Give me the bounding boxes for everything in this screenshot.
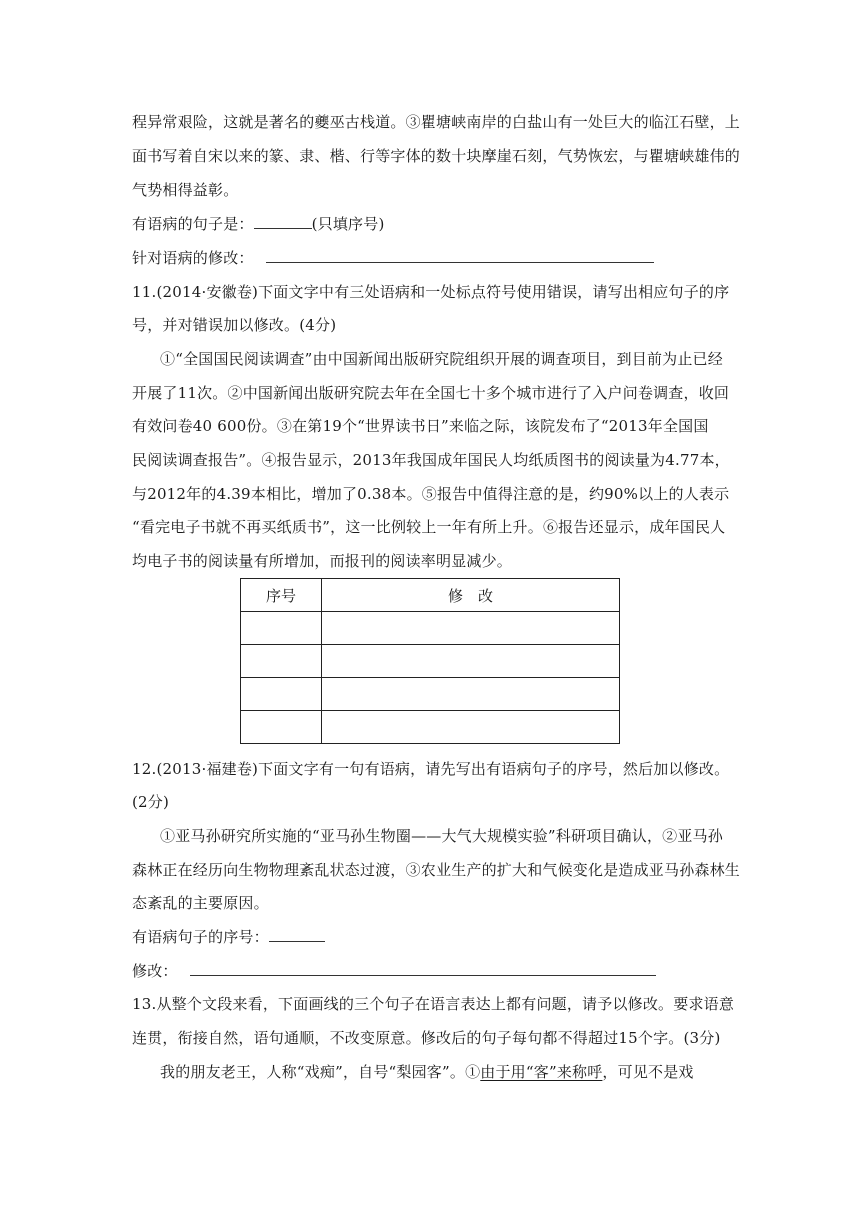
- q11-stem-line-2: 号，并对错误加以修改。(4分): [132, 316, 337, 334]
- table-cell-fix[interactable]: [322, 711, 620, 744]
- q12-fix-label: 修改：: [132, 962, 178, 980]
- table-cell-fix[interactable]: [322, 612, 620, 645]
- q13-stem-line-2: 连贯，衔接自然，语句通顺，不改变原意。修改后的句子每句都不得超过15个字。(3分): [132, 1029, 721, 1047]
- q11-passage-line-2: 开展了11次。②中国新闻出版研究院去年在全国七十多个城市进行了入户问卷调查，收回: [132, 384, 730, 402]
- q11-passage-line-6: “看完电子书就不再买纸质书”，这一比例较上一年有所上升。⑥报告还显示，成年国民人: [132, 518, 726, 536]
- q10-text-line-3: 气势相得益彰。: [132, 181, 239, 199]
- table-row: [241, 645, 620, 678]
- q11-passage-line-5: 与2012年的4.39本相比，增加了0.38本。⑤报告中值得注意的是，约90%以上的人表示: [132, 485, 730, 503]
- table-cell-number[interactable]: [241, 711, 322, 744]
- table-cell-fix[interactable]: [322, 645, 620, 678]
- q13-stem-line-1: 13.从整个文段来看，下面画线的三个句子在语言表达上都有问题，请予以修改。要求语意: [132, 995, 735, 1013]
- q13-passage-text-b: ，可见不是戏: [602, 1063, 694, 1081]
- q13-passage-line-1: [160, 1061, 694, 1083]
- q11-passage-line-1: ①“全国国民阅读调查”由中国新闻出版研究院组织开展的调查项目，到目前为止已经: [160, 350, 723, 368]
- q11-answer-table: [240, 578, 620, 744]
- table-row: [241, 678, 620, 711]
- q12-passage-line-2: 森林正在经历向生物物理紊乱状态过渡，③农业生产的扩大和气候变化是造成亚马孙森林生: [132, 861, 741, 879]
- table-header-fix: 修 改: [322, 579, 620, 612]
- q12-answer-line: [132, 926, 325, 948]
- q12-answer-label: 有语病句子的序号：: [132, 928, 269, 946]
- q11-passage-line-4: 民阅读调查报告”。④报告显示，2013年我国成年国民人均纸质图书的阅读量为4.77本，: [132, 451, 730, 469]
- table-header-row: [241, 579, 620, 612]
- table-row: [241, 612, 620, 645]
- q10-fix-blank[interactable]: [266, 261, 654, 263]
- q12-fix-line: [132, 960, 656, 982]
- table-cell-fix[interactable]: [322, 678, 620, 711]
- q12-stem-line-2: (2分): [132, 793, 170, 811]
- q12-passage-line-1: ①亚马孙研究所实施的“亚马孙生物圈——大气大规模实验”科研项目确认，②亚马孙: [160, 827, 723, 845]
- q12-passage-line-3: 态紊乱的主要原因。: [132, 894, 269, 912]
- q10-text-line-1: 程异常艰险，这就是著名的夔巫古栈道。③瞿塘峡南岸的白盐山有一处巨大的临江石壁，上: [132, 113, 741, 131]
- q10-fix-label: 针对语病的修改：: [132, 249, 254, 267]
- q12-answer-blank[interactable]: [269, 940, 325, 942]
- q10-text-line-2: 面书写着自宋以来的篆、隶、楷、行等字体的数十块摩崖石刻，气势恢宏，与瞿塘峡雄伟的: [132, 147, 741, 165]
- q12-stem-line-1: 12.(2013·福建卷)下面文字有一句有语病，请先写出有语病句子的序号，然后加以修改。: [132, 760, 730, 778]
- q13-passage-text-a: 我的朋友老王，人称“戏痴”，自号“梨园客”。①: [160, 1063, 481, 1081]
- q10-answer-blank[interactable]: [254, 227, 312, 229]
- table-cell-number[interactable]: [241, 678, 322, 711]
- table-row: [241, 711, 620, 744]
- q10-fix-line: [132, 247, 654, 269]
- q10-answer-hint: (只填序号): [311, 215, 385, 233]
- q11-passage-line-7: 均电子书的阅读量有所增加，而报刊的阅读率明显减少。: [132, 552, 513, 570]
- table-cell-number[interactable]: [241, 645, 322, 678]
- q12-fix-blank[interactable]: [190, 974, 656, 976]
- table-cell-number[interactable]: [241, 612, 322, 645]
- q10-answer-line: [132, 213, 385, 235]
- q11-stem-line-1: 11.(2014·安徽卷)下面文字中有三处语病和一处标点符号使用错误，请写出相应句子的序: [132, 283, 730, 301]
- q11-passage-line-3: 有效问卷40 600份。③在第19个“世界读书日”来临之际，该院发布了“2013年全国国: [132, 417, 709, 435]
- q10-answer-label: 有语病的句子是：: [132, 215, 254, 233]
- q13-underlined-sentence-1: 由于用“客”来称呼: [480, 1063, 603, 1081]
- table-header-number: 序号: [241, 579, 322, 612]
